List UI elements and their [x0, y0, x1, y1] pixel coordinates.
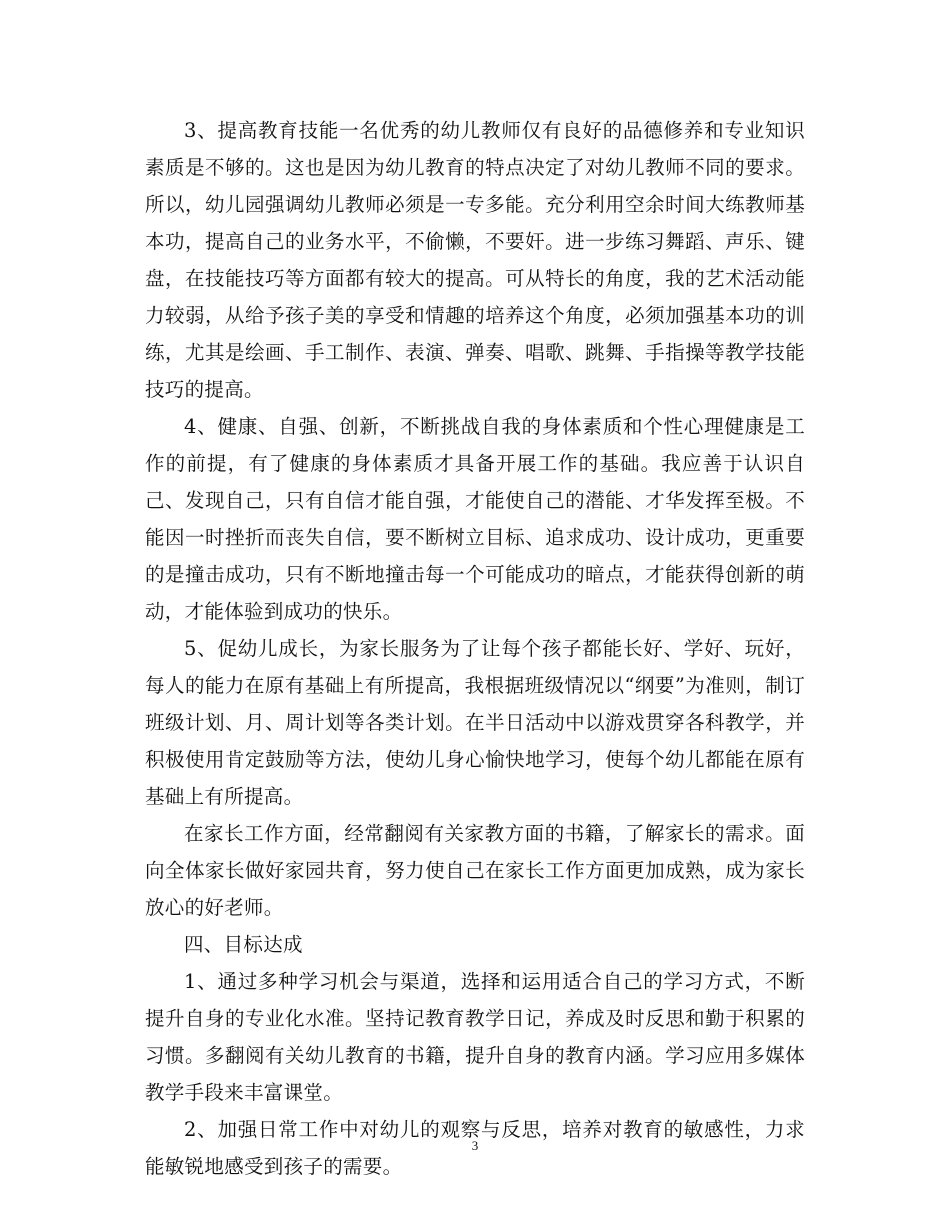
- paragraph-parents: 在家长工作方面，经常翻阅有关家教方面的书籍，了解家长的需求。面向全体家长做好家园共育，努力使自己在家长工作方面更加成熟，成为家长放心的好老师。: [145, 822, 805, 919]
- section-heading-goals: 四、目标达成: [184, 933, 303, 956]
- paragraph-goal-2: 2、加强日常工作中对幼儿的观察与反思，培养对教育的敏感性，力求能敏锐地感受到孩子的需要。: [145, 1118, 805, 1178]
- page-number: 3: [471, 1138, 479, 1153]
- paragraph-goal-1: 1、通过多种学习机会与渠道，选择和运用适合自己的学习方式，不断提升自身的专业化水准。坚持记教育教学日记，养成及时反思和勤于积累的习惯。多翻阅有关幼儿教育的书籍，提升自身的教育内涵。学习应用多媒体教学手段来丰富课堂。: [145, 970, 805, 1104]
- paragraph-health: 4、健康、自强、创新，不断挑战自我的身体素质和个性心理健康是工作的前提，有了健康的身体素质才具备开展工作的基础。我应善于认识自己、发现自己，只有自信才能自强，才能使自己的潜能、才华发挥至极。不能因一时挫折而丧失自信，要不断树立目标、追求成功、设计成功，更重要的是撞击成功，只有不断地撞击每一个可能成功的暗点，才能获得创新的萌动，才能体验到成功的快乐。: [145, 415, 805, 623]
- document-body: [145, 112, 805, 1185]
- paragraph-growth: 5、促幼儿成长，为家长服务为了让每个孩子都能长好、学好、玩好，每人的能力在原有基础上有所提高，我根据班级情况以“纲要”为准则，制订班级计划、月、周计划等各类计划。在半日活动中以游戏贯穿各科教学，并积极使用肯定鼓励等方法，使幼儿身心愉快地学习，使每个幼儿都能在原有基础上有所提高。: [145, 637, 805, 808]
- paragraph-skills: 3、提高教育技能一名优秀的幼儿教师仅有良好的品德修养和专业知识素质是不够的。这也是因为幼儿教育的特点决定了对幼儿教师不同的要求。所以，幼儿园强调幼儿教师必须是一专多能。充分利用空余时间大练教师基本功，提高自己的业务水平，不偷懒，不要奸。进一步练习舞蹈、声乐、键盘，在技能技巧等方面都有较大的提高。可从特长的角度，我的艺术活动能力较弱，从给予孩子美的享受和情趣的培养这个角度，必须加强基本功的训练，尤其是绘画、手工制作、表演、弹奏、唱歌、跳舞、手指操等教学技能技巧的提高。: [145, 119, 805, 401]
